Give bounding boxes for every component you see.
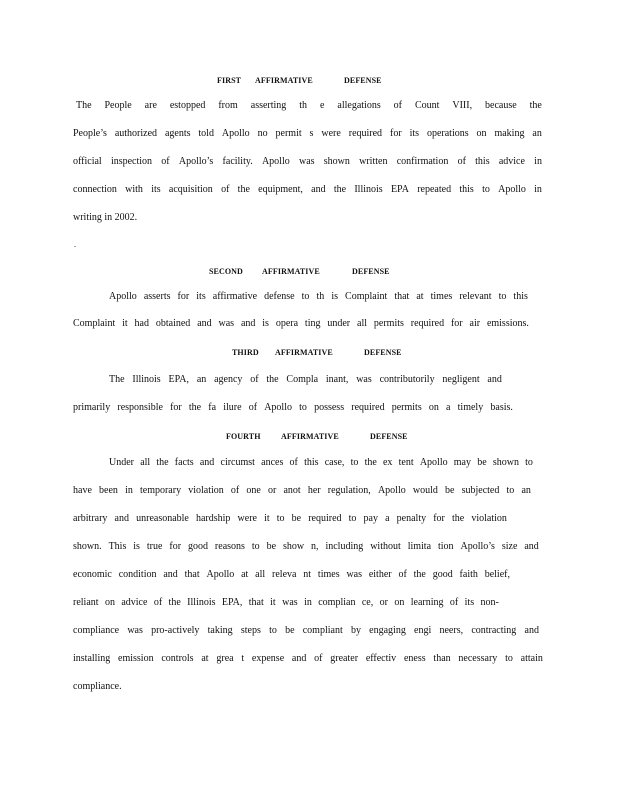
word: effectiv <box>365 653 397 664</box>
word: confirmation <box>396 156 449 167</box>
word: a <box>385 513 390 524</box>
section-1-line-3 <box>73 156 542 168</box>
word: Apollo <box>264 402 292 413</box>
word: making <box>494 128 525 139</box>
word: responsible <box>117 402 163 413</box>
word: was <box>127 625 143 636</box>
word: facility. <box>222 156 253 167</box>
section-2-line-1 <box>109 291 528 303</box>
word: expense <box>251 653 285 664</box>
word: estopped <box>169 100 206 111</box>
word: inspection <box>110 156 153 167</box>
word: of <box>393 100 403 111</box>
word: releva <box>272 569 297 580</box>
word: ances <box>261 457 284 468</box>
heading-word: DEFENSE <box>364 348 402 357</box>
heading-word: AFFIRMATIVE <box>275 348 333 357</box>
word: this <box>475 156 490 167</box>
word: be <box>445 485 455 496</box>
word: emissions. <box>486 318 529 329</box>
word: case, <box>324 457 345 468</box>
word: to <box>482 184 490 195</box>
word: was <box>346 569 362 580</box>
word: the <box>168 597 181 608</box>
word: the <box>237 184 250 195</box>
word: and <box>240 318 256 329</box>
word: permits <box>391 402 422 413</box>
word: pay <box>363 513 378 524</box>
word: had <box>134 318 149 329</box>
word: by <box>350 625 361 636</box>
word: ce, <box>361 597 374 608</box>
word: This <box>108 541 127 552</box>
section-4-line-7 <box>73 625 539 637</box>
word: of <box>314 653 323 664</box>
heading-word: SECOND <box>209 267 243 276</box>
word: taking <box>207 625 233 636</box>
word: affirmative <box>212 291 258 302</box>
word: for <box>433 513 445 524</box>
section-4-line-8 <box>73 653 543 665</box>
word: acquisition <box>168 184 213 195</box>
word: permit <box>275 128 302 139</box>
word: the <box>156 457 169 468</box>
word: were <box>321 128 341 139</box>
word: at <box>201 653 209 664</box>
word: facts <box>174 457 194 468</box>
word: was <box>282 597 298 608</box>
word: learning <box>410 597 444 608</box>
word: its <box>464 597 475 608</box>
word: faith <box>459 569 478 580</box>
word: on <box>394 597 405 608</box>
word: necessary <box>458 653 498 664</box>
section-4-line-9: compliance. <box>73 681 122 692</box>
word: basis. <box>490 402 513 413</box>
word: was <box>298 156 315 167</box>
word: the <box>452 513 465 524</box>
word: nt <box>303 569 312 580</box>
word: steps <box>240 625 261 636</box>
word: relevant <box>459 291 492 302</box>
heading-word: DEFENSE <box>370 432 408 441</box>
word: to <box>301 291 310 302</box>
word: required <box>351 402 385 413</box>
word: condition <box>118 569 157 580</box>
word: equipment, <box>258 184 303 195</box>
word: attain <box>520 653 543 664</box>
word: unreasonable <box>136 513 189 524</box>
word: defense <box>264 291 295 302</box>
word: ting <box>304 318 321 329</box>
heading-word: AFFIRMATIVE <box>281 432 339 441</box>
word: would <box>412 485 438 496</box>
word: and <box>163 569 178 580</box>
section-1-line-4 <box>73 184 542 196</box>
word: hardship <box>195 513 231 524</box>
word: and <box>487 374 502 385</box>
word: its <box>151 184 161 195</box>
word: that <box>394 291 410 302</box>
word: the <box>188 402 202 413</box>
word: on <box>104 597 115 608</box>
word: without <box>370 541 401 552</box>
word: for <box>450 318 463 329</box>
section-4-line-1 <box>109 457 533 469</box>
word: on <box>476 128 487 139</box>
word: that <box>184 569 200 580</box>
word: it <box>122 318 128 329</box>
word: all <box>357 318 368 329</box>
heading-word: AFFIRMATIVE <box>262 267 320 276</box>
word: asserts <box>143 291 171 302</box>
word: emission <box>118 653 154 664</box>
word: installing <box>73 653 111 664</box>
word: People’s <box>73 128 107 139</box>
word: either <box>368 569 392 580</box>
word: Illinois <box>354 184 383 195</box>
word: Complaint <box>345 291 388 302</box>
word: penalty <box>396 513 427 524</box>
word: and <box>114 513 129 524</box>
word: Illinois <box>187 597 216 608</box>
word: with <box>125 184 143 195</box>
word: agency <box>214 374 243 385</box>
word: complian <box>318 597 356 608</box>
word: the <box>529 100 542 111</box>
word: opera <box>275 318 299 329</box>
word: s <box>309 128 314 139</box>
word: no <box>257 128 268 139</box>
word: its <box>196 291 206 302</box>
word: VIII, <box>452 100 473 111</box>
word: tent <box>398 457 414 468</box>
word: regulation, <box>327 485 371 496</box>
word: Apollo <box>109 291 137 302</box>
word: to <box>505 653 513 664</box>
word: arbitrary <box>73 513 108 524</box>
word: including <box>325 541 364 552</box>
section-2-line-2 <box>73 318 529 330</box>
word: timely <box>457 402 484 413</box>
word: Compla <box>286 374 319 385</box>
section-3-line-1 <box>109 374 502 386</box>
section-1-line-5: writing in 2002. <box>73 212 138 223</box>
word: n, <box>311 541 319 552</box>
word: a <box>446 402 451 413</box>
section-4-line-3 <box>73 513 507 525</box>
word: of <box>221 184 230 195</box>
word: good <box>432 569 453 580</box>
word: of <box>250 374 259 385</box>
heading-word: AFFIRMATIVE <box>255 76 313 85</box>
word: permits <box>373 318 404 329</box>
word: ex <box>382 457 393 468</box>
section-1-line-1 <box>76 100 542 112</box>
word: EPA, <box>221 597 243 608</box>
word: greater <box>330 653 359 664</box>
word: written <box>359 156 388 167</box>
word: true <box>146 541 163 552</box>
section-1-line-2 <box>73 128 542 140</box>
word: temporary <box>139 485 182 496</box>
word: or <box>379 597 388 608</box>
word: for <box>169 541 182 552</box>
word: pro-actively <box>151 625 200 636</box>
word: the <box>364 457 377 468</box>
word: belief, <box>484 569 510 580</box>
word: anot <box>283 485 301 496</box>
word: shown <box>492 457 519 468</box>
word: violation <box>471 513 507 524</box>
word: ilure <box>223 402 242 413</box>
heading-word: DEFENSE <box>344 76 382 85</box>
word: of <box>248 402 258 413</box>
word: on <box>428 402 439 413</box>
word: and <box>524 625 539 636</box>
word: than <box>433 653 451 664</box>
word: be <box>266 541 277 552</box>
word: and <box>291 653 307 664</box>
word: at <box>416 291 424 302</box>
word: fa <box>208 402 217 413</box>
word: for <box>389 128 402 139</box>
word: People <box>104 100 132 111</box>
word: shown. <box>73 541 102 552</box>
word: of <box>230 485 240 496</box>
word: The <box>109 374 125 385</box>
word: asserting <box>250 100 287 111</box>
word: and <box>524 541 539 552</box>
word: Under <box>109 457 134 468</box>
word: of <box>153 597 163 608</box>
word: Apollo <box>206 569 235 580</box>
word: because <box>485 100 517 111</box>
word: subjected <box>461 485 500 496</box>
word: her <box>307 485 321 496</box>
word: obtained <box>155 318 191 329</box>
word: required <box>410 318 445 329</box>
word: times <box>430 291 453 302</box>
word: have <box>73 485 92 496</box>
word: shown <box>323 156 350 167</box>
word: of <box>398 569 407 580</box>
word: show <box>282 541 305 552</box>
word: is <box>133 541 140 552</box>
word: t <box>241 653 245 664</box>
word: and <box>311 184 326 195</box>
word: all <box>140 457 151 468</box>
word: engi <box>414 625 432 636</box>
word: inant, <box>325 374 349 385</box>
word: to <box>506 485 515 496</box>
word: or <box>268 485 277 496</box>
word: this <box>513 291 528 302</box>
word: compliant <box>302 625 343 636</box>
word: reliant <box>73 597 99 608</box>
word: Count <box>414 100 440 111</box>
word: to <box>498 291 507 302</box>
word: and <box>197 318 212 329</box>
word: contributorily <box>379 374 435 385</box>
word: Apollo’s <box>460 541 495 552</box>
heading-word: DEFENSE <box>352 267 390 276</box>
word: limita <box>407 541 432 552</box>
word: be <box>291 513 302 524</box>
word: to <box>348 513 357 524</box>
word: e <box>319 100 325 111</box>
word: violation <box>188 485 224 496</box>
word: good <box>187 541 208 552</box>
word: Apollo <box>261 156 290 167</box>
word: were <box>237 513 257 524</box>
word: of <box>449 597 459 608</box>
word: EPA, <box>168 374 189 385</box>
word: was <box>218 318 235 329</box>
word: Apollo <box>498 184 526 195</box>
word: engaging <box>369 625 406 636</box>
word: possess <box>314 402 345 413</box>
word: the <box>333 184 347 195</box>
word: th <box>316 291 325 302</box>
word: was <box>356 374 372 385</box>
word: circumst <box>220 457 255 468</box>
word: is <box>331 291 338 302</box>
heading-word: FOURTH <box>226 432 261 441</box>
word: an <box>196 374 207 385</box>
word: grea <box>216 653 234 664</box>
word: at <box>241 569 249 580</box>
word: in <box>125 485 133 496</box>
word: the <box>266 374 279 385</box>
word: advice <box>121 597 148 608</box>
word: agents <box>164 128 191 139</box>
word: The <box>76 100 92 111</box>
word: Complaint <box>73 318 116 329</box>
word: Apollo <box>377 485 406 496</box>
word: primarily <box>73 402 111 413</box>
heading-word: FIRST <box>217 76 242 85</box>
word: of <box>289 457 298 468</box>
word: operations <box>426 128 469 139</box>
word: size <box>501 541 518 552</box>
word: required <box>348 128 383 139</box>
word: be <box>285 625 295 636</box>
word: under <box>327 318 351 329</box>
word: tion <box>437 541 454 552</box>
section-4-line-4 <box>73 541 539 553</box>
word: to <box>350 457 359 468</box>
word: advice <box>498 156 525 167</box>
stray-mark: . <box>74 240 76 249</box>
word: to <box>276 513 285 524</box>
word: to <box>525 457 533 468</box>
heading-word: THIRD <box>232 348 259 357</box>
word: times <box>317 569 340 580</box>
word: EPA <box>390 184 409 195</box>
word: an <box>521 485 531 496</box>
word: are <box>144 100 157 111</box>
word: an <box>532 128 542 139</box>
word: be <box>477 457 487 468</box>
word: it <box>264 513 270 524</box>
word: required <box>308 513 342 524</box>
section-4-line-2 <box>73 485 531 497</box>
word: non- <box>480 597 499 608</box>
word: all <box>255 569 266 580</box>
word: this <box>304 457 319 468</box>
section-4-line-5 <box>73 569 510 581</box>
word: Apollo <box>221 128 250 139</box>
word: to <box>251 541 260 552</box>
word: that <box>248 597 264 608</box>
word: in <box>534 156 542 167</box>
word: economic <box>73 569 112 580</box>
word: told <box>198 128 214 139</box>
word: its <box>409 128 420 139</box>
word: is <box>262 318 269 329</box>
word: Apollo’s <box>178 156 214 167</box>
word: this <box>459 184 474 195</box>
word: of <box>161 156 170 167</box>
section-4-line-6 <box>73 597 499 609</box>
section-3-line-2 <box>73 402 513 414</box>
word: official <box>73 156 102 167</box>
word: connection <box>73 184 117 195</box>
word: neers, <box>439 625 464 636</box>
word: eness <box>403 653 426 664</box>
word: in <box>534 184 542 195</box>
word: negligent <box>442 374 480 385</box>
word: contracting <box>471 625 517 636</box>
word: from <box>218 100 238 111</box>
word: and <box>199 457 215 468</box>
word: Apollo <box>419 457 448 468</box>
word: for <box>170 402 182 413</box>
word: in <box>304 597 312 608</box>
word: one <box>246 485 261 496</box>
word: it <box>270 597 276 608</box>
word: the <box>413 569 426 580</box>
word: reasons <box>214 541 245 552</box>
word: th <box>299 100 308 111</box>
word: authorized <box>114 128 158 139</box>
word: Illinois <box>132 374 161 385</box>
word: compliance <box>73 625 120 636</box>
word: to <box>269 625 277 636</box>
word: for <box>177 291 190 302</box>
word: controls <box>161 653 194 664</box>
word: allegations <box>337 100 381 111</box>
word: may <box>453 457 471 468</box>
word: to <box>299 402 307 413</box>
word: of <box>457 156 466 167</box>
word: air <box>469 318 481 329</box>
word: repeated <box>417 184 452 195</box>
word: been <box>99 485 118 496</box>
